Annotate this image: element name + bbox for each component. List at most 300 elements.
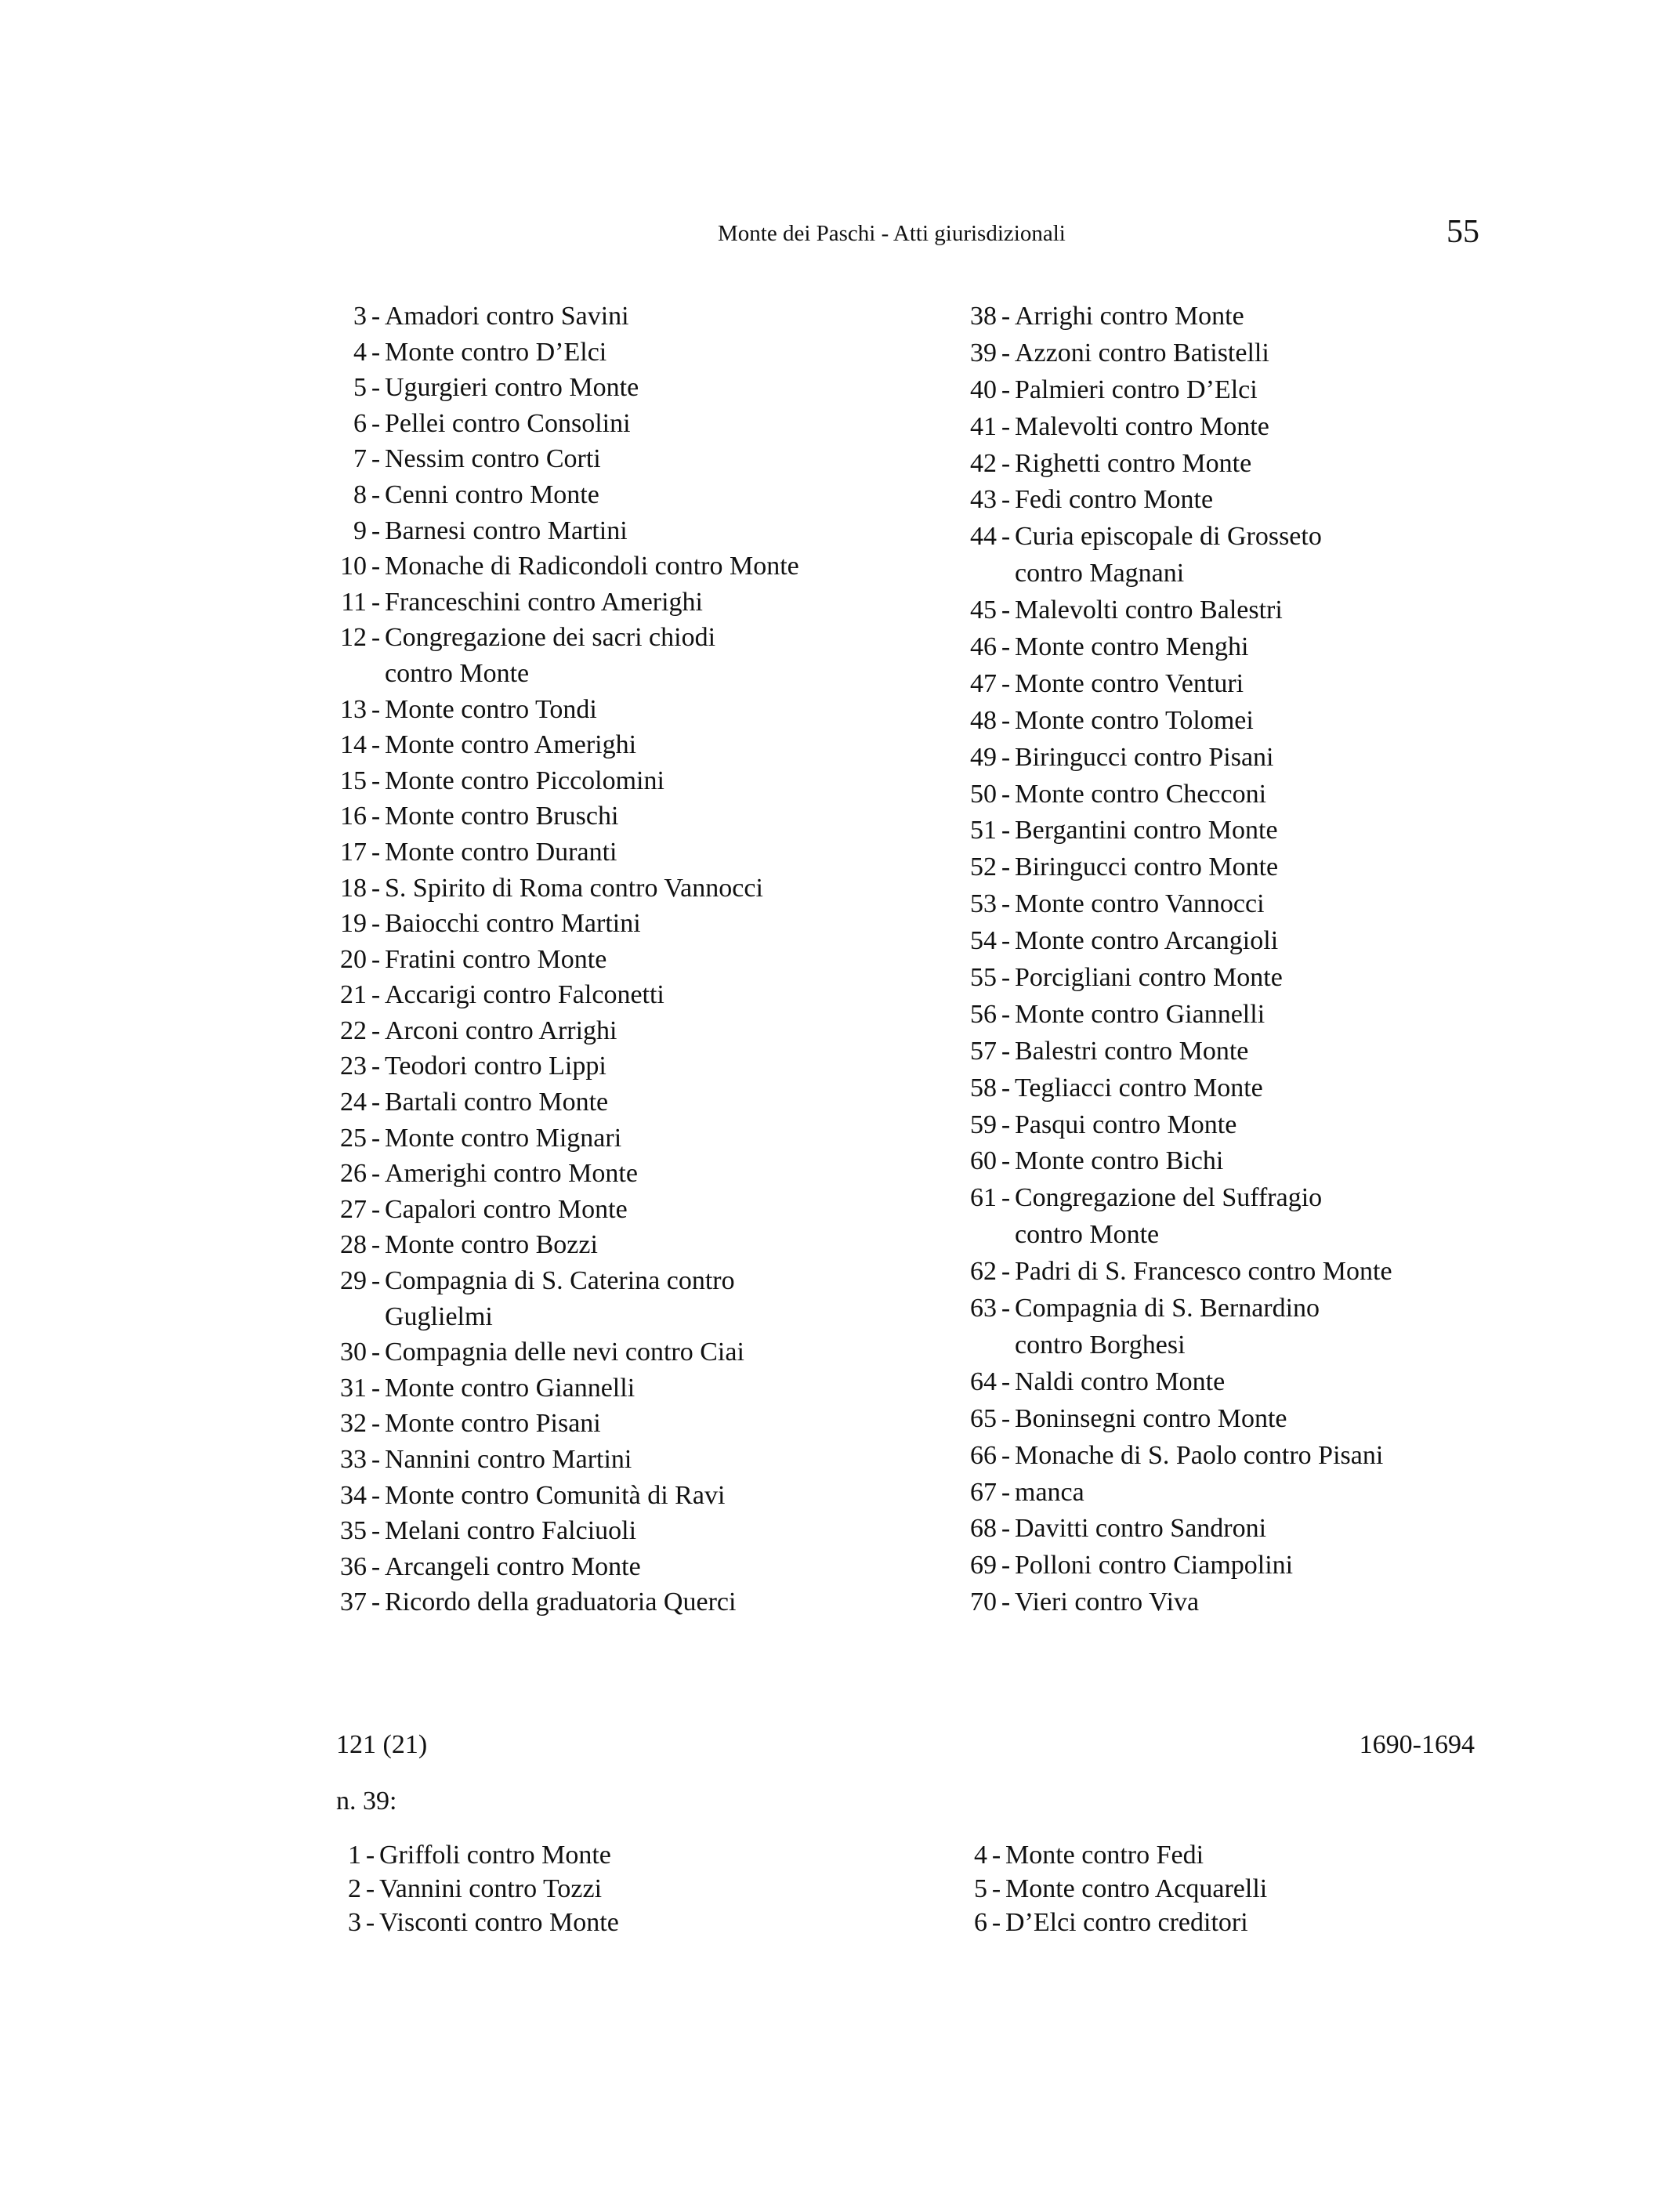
entry-text: Biringucci contro Monte xyxy=(1015,853,1279,882)
entry-text: Accarigi contro Falconetti xyxy=(385,980,664,1010)
entry-dash: - xyxy=(1001,1036,1011,1066)
entry-dash: - xyxy=(371,337,381,367)
list-entry xyxy=(312,548,799,585)
list-entry xyxy=(942,813,1392,849)
entry-number: 44 xyxy=(970,522,997,552)
list-entry xyxy=(942,446,1392,483)
section-list-right xyxy=(932,1838,1267,1939)
list-entry xyxy=(942,482,1392,519)
entry-dash: - xyxy=(365,1841,375,1870)
list-entry xyxy=(312,370,799,406)
list-entry xyxy=(312,871,799,907)
list-entry xyxy=(932,1838,1267,1872)
entry-dash: - xyxy=(1001,999,1011,1029)
entry-dash: - xyxy=(1001,485,1011,515)
list-entry xyxy=(942,1070,1392,1107)
entry-text: Monache di Radicondoli contro Monte xyxy=(385,552,799,581)
entry-text: Vannini contro Tozzi xyxy=(379,1874,603,1903)
entry-dash: - xyxy=(1001,1440,1011,1470)
entry-text: Teodori contro Lippi xyxy=(385,1052,606,1081)
entry-number: 39 xyxy=(970,338,997,367)
entry-number: 38 xyxy=(970,302,997,331)
entry-dash: - xyxy=(371,552,381,581)
list-entry xyxy=(932,1872,1267,1906)
entry-number: 17 xyxy=(340,837,367,867)
list-entry xyxy=(942,1143,1392,1180)
entry-text: Monte contro Giannelli xyxy=(1015,999,1265,1029)
list-entry xyxy=(312,1334,799,1370)
entry-number: 37 xyxy=(340,1588,367,1617)
entry-text: Monache di S. Paolo contro Pisani xyxy=(1015,1440,1384,1470)
entry-dash: - xyxy=(1001,926,1011,956)
section-label: n. 39: xyxy=(336,1787,397,1816)
entry-text: Barnesi contro Martini xyxy=(385,516,628,545)
entry-text: Vieri contro Viva xyxy=(1015,1588,1200,1617)
entry-number: 6 xyxy=(353,408,367,438)
entry-dash: - xyxy=(1001,779,1011,809)
entry-dash: - xyxy=(1001,1403,1011,1433)
entry-text: Monte contro Acquarelli xyxy=(1005,1874,1268,1903)
list-entry xyxy=(942,335,1392,372)
list-entry xyxy=(312,977,799,1013)
list-entry xyxy=(942,519,1392,556)
list-entry xyxy=(312,942,799,978)
entry-dash: - xyxy=(365,1908,375,1937)
entry-text: Amadori contro Savini xyxy=(385,302,629,331)
list-entry xyxy=(942,1475,1392,1512)
entry-number: 27 xyxy=(340,1194,367,1224)
entry-text: Ricordo della graduatoria Querci xyxy=(385,1588,737,1617)
entry-number: 36 xyxy=(340,1551,367,1581)
entry-number: 22 xyxy=(340,1016,367,1045)
entry-dash: - xyxy=(371,1551,381,1581)
entry-number: 64 xyxy=(970,1367,997,1396)
entry-number: 53 xyxy=(970,889,997,919)
list-entry xyxy=(312,1048,799,1084)
list-entry xyxy=(942,1180,1392,1217)
entry-text: Bartali contro Monte xyxy=(385,1088,609,1117)
entry-dash: - xyxy=(1001,375,1011,404)
entry-dash: - xyxy=(371,1445,381,1474)
entry-number: 4 xyxy=(974,1841,987,1870)
entry-dash: - xyxy=(371,694,381,724)
entry-number: 9 xyxy=(353,516,367,545)
entry-dash: - xyxy=(1001,632,1011,662)
entry-text: Azzoni contro Batistelli xyxy=(1015,338,1269,367)
entry-dash: - xyxy=(365,1874,375,1903)
section-dates: 1690-1694 xyxy=(1359,1730,1475,1759)
entry-number: 67 xyxy=(970,1477,997,1507)
entry-text: Melani contro Falciuoli xyxy=(385,1516,637,1546)
list-entry xyxy=(312,299,799,335)
entry-number: 15 xyxy=(340,766,367,795)
entry-dash: - xyxy=(371,980,381,1010)
entry-number: 5 xyxy=(353,373,367,403)
entry-text: Compagnia di S. Bernardino xyxy=(1015,1294,1320,1323)
entry-dash: - xyxy=(1001,411,1011,441)
entry-number: 69 xyxy=(970,1551,997,1580)
entry-text: Biringucci contro Pisani xyxy=(1015,742,1274,772)
entry-text: Monte contro Menghi xyxy=(1015,632,1249,662)
entry-number: 70 xyxy=(970,1588,997,1617)
list-entry xyxy=(942,1254,1392,1291)
entry-dash: - xyxy=(371,1123,381,1153)
list-entry xyxy=(312,1227,799,1263)
entry-number: 59 xyxy=(970,1110,997,1139)
entry-text: Monte contro Amerighi xyxy=(385,730,637,760)
entry-text: Franceschini contro Amerighi xyxy=(385,587,704,617)
entry-number: 3 xyxy=(348,1908,361,1937)
entry-dash: - xyxy=(371,909,381,939)
entry-number: 8 xyxy=(353,480,367,509)
list-entry xyxy=(312,1121,799,1157)
entry-text: manca xyxy=(1015,1477,1084,1507)
entry-text: Palmieri contro D’Elci xyxy=(1015,375,1258,404)
entry-dash: - xyxy=(1001,596,1011,625)
entry-dash: - xyxy=(371,802,381,831)
entry-text: Nannini contro Martini xyxy=(385,1445,632,1474)
entry-number: 35 xyxy=(340,1516,367,1546)
list-entry xyxy=(942,777,1392,813)
list-entry xyxy=(942,1291,1392,1327)
page-number: 55 xyxy=(1446,214,1479,250)
entry-number: 30 xyxy=(340,1338,367,1367)
list-entry xyxy=(942,1438,1392,1475)
entry-text: Compagnia delle nevi contro Ciai xyxy=(385,1338,744,1367)
list-entry xyxy=(306,1872,619,1906)
entry-dash: - xyxy=(371,1338,381,1367)
entry-dash: - xyxy=(371,1409,381,1439)
entry-dash: - xyxy=(371,444,381,474)
entry-dash: - xyxy=(991,1874,1001,1903)
list-entry xyxy=(306,1906,619,1939)
list-entry xyxy=(942,740,1392,777)
entry-continuation: Guglielmi xyxy=(385,1302,493,1331)
list-entry xyxy=(312,763,799,799)
entry-text: Compagnia di S. Caterina contro xyxy=(385,1266,735,1296)
list-entry xyxy=(312,1084,799,1121)
entry-dash: - xyxy=(1001,1146,1011,1176)
entry-dash: - xyxy=(371,1194,381,1224)
entry-list-left xyxy=(312,299,799,1620)
list-entry xyxy=(312,1263,799,1299)
entry-text: Monte contro Bozzi xyxy=(385,1230,598,1260)
entry-dash: - xyxy=(1001,1477,1011,1507)
list-entry xyxy=(312,585,799,621)
entry-number: 51 xyxy=(970,816,997,845)
entry-number: 24 xyxy=(340,1088,367,1117)
entry-text: Monte contro Bruschi xyxy=(385,802,619,831)
list-entry xyxy=(312,1156,799,1192)
list-entry xyxy=(942,1548,1392,1584)
section-list-left xyxy=(306,1838,619,1939)
entry-number: 60 xyxy=(970,1146,997,1176)
list-entry xyxy=(942,1034,1392,1070)
entry-number: 5 xyxy=(974,1874,987,1903)
entry-dash: - xyxy=(991,1908,1001,1937)
entry-number: 19 xyxy=(340,909,367,939)
entry-dash: - xyxy=(1001,1257,1011,1287)
entry-text: Pellei contro Consolini xyxy=(385,408,631,438)
entry-dash: - xyxy=(371,1373,381,1403)
entry-text: Monte contro Comunità di Ravi xyxy=(385,1480,726,1510)
list-entry xyxy=(942,372,1392,409)
section-id: 121 (21) xyxy=(336,1730,428,1759)
entry-dash: - xyxy=(1001,705,1011,735)
entry-dash: - xyxy=(1001,1367,1011,1396)
entry-number: 62 xyxy=(970,1257,997,1287)
entry-number: 49 xyxy=(970,742,997,772)
list-entry xyxy=(942,886,1392,923)
entry-text: Monte contro Tolomei xyxy=(1015,705,1254,735)
entry-continuation: contro Monte xyxy=(385,658,530,688)
entry-number: 11 xyxy=(341,587,367,617)
entry-dash: - xyxy=(1001,1514,1011,1544)
list-entry xyxy=(312,1513,799,1549)
list-entry xyxy=(942,1511,1392,1548)
entry-number: 46 xyxy=(970,632,997,662)
entry-dash: - xyxy=(371,873,381,903)
entry-number: 32 xyxy=(340,1409,367,1439)
list-entry xyxy=(312,1584,799,1620)
entry-text: Monte contro Arcangioli xyxy=(1015,926,1279,956)
entry-dash: - xyxy=(371,1230,381,1260)
entry-number: 1 xyxy=(348,1841,361,1870)
entry-dash: - xyxy=(1001,963,1011,993)
entry-dash: - xyxy=(371,408,381,438)
entry-text: Porcigliani contro Monte xyxy=(1015,963,1283,993)
entry-number: 33 xyxy=(340,1445,367,1474)
entry-text: Visconti contro Monte xyxy=(379,1908,619,1937)
entry-number: 56 xyxy=(970,999,997,1029)
entry-text: Ugurgieri contro Monte xyxy=(385,373,639,403)
entry-dash: - xyxy=(371,516,381,545)
entry-number: 43 xyxy=(970,485,997,515)
entry-text: Padri di S. Francesco contro Monte xyxy=(1015,1257,1392,1287)
entry-number: 65 xyxy=(970,1403,997,1433)
list-entry xyxy=(942,592,1392,629)
entry-dash: - xyxy=(1001,1588,1011,1617)
entry-text: Malevolti contro Monte xyxy=(1015,411,1269,441)
entry-list-right xyxy=(942,299,1392,1621)
entry-number: 45 xyxy=(970,596,997,625)
entry-text: Baiocchi contro Martini xyxy=(385,909,641,939)
entry-text: Davitti contro Sandroni xyxy=(1015,1514,1267,1544)
list-entry xyxy=(942,1401,1392,1438)
list-entry xyxy=(312,1406,799,1442)
entry-text: Griffoli contro Monte xyxy=(379,1841,611,1870)
entry-text: S. Spirito di Roma contro Vannocci xyxy=(385,873,763,903)
entry-text: Monte contro Giannelli xyxy=(385,1373,635,1403)
entry-text: Righetti contro Monte xyxy=(1015,448,1252,478)
entry-continuation: contro Magnani xyxy=(1015,559,1185,588)
entry-dash: - xyxy=(371,1266,381,1296)
entry-dash: - xyxy=(1001,816,1011,845)
list-entry xyxy=(942,629,1392,666)
entry-text: Monte contro Mignari xyxy=(385,1123,622,1153)
list-entry xyxy=(312,513,799,549)
list-entry xyxy=(942,666,1392,703)
entry-number: 3 xyxy=(353,302,367,331)
list-entry xyxy=(932,1906,1267,1939)
list-entry xyxy=(312,798,799,835)
entry-text: Monte contro Vannocci xyxy=(1015,889,1265,919)
list-entry xyxy=(312,906,799,942)
entry-dash: - xyxy=(371,373,381,403)
entry-number: 58 xyxy=(970,1073,997,1102)
entry-continuation: contro Borghesi xyxy=(1015,1330,1186,1359)
entry-dash: - xyxy=(371,1052,381,1081)
entry-number: 2 xyxy=(348,1874,361,1903)
entry-number: 55 xyxy=(970,963,997,993)
entry-number: 4 xyxy=(353,337,367,367)
entry-text: Monte contro Piccolomini xyxy=(385,766,664,795)
entry-dash: - xyxy=(1001,853,1011,882)
entry-dash: - xyxy=(1001,1294,1011,1323)
entry-text: Congregazione del Suffragio xyxy=(1015,1183,1323,1213)
entry-number: 18 xyxy=(340,873,367,903)
entry-text: Arrighi contro Monte xyxy=(1015,302,1244,331)
entry-number: 63 xyxy=(970,1294,997,1323)
list-entry xyxy=(942,997,1392,1034)
list-entry xyxy=(312,406,799,442)
entry-text: Fedi contro Monte xyxy=(1015,485,1214,515)
list-entry xyxy=(312,335,799,371)
entry-text: Monte contro Tondi xyxy=(385,694,597,724)
entry-number: 40 xyxy=(970,375,997,404)
list-entry xyxy=(312,620,799,656)
entry-dash: - xyxy=(371,1088,381,1117)
entry-dash: - xyxy=(1001,742,1011,772)
entry-dash: - xyxy=(1001,522,1011,552)
list-entry xyxy=(312,692,799,728)
entry-number: 14 xyxy=(340,730,367,760)
entry-text: Balestri contro Monte xyxy=(1015,1036,1249,1066)
entry-number: 29 xyxy=(340,1266,367,1296)
entry-text: Monte contro Fedi xyxy=(1005,1841,1204,1870)
entry-dash: - xyxy=(1001,1110,1011,1139)
entry-text: Amerighi contro Monte xyxy=(385,1159,638,1189)
entry-number: 61 xyxy=(970,1183,997,1213)
entry-text: Monte contro Pisani xyxy=(385,1409,601,1439)
entry-text: Monte contro Checconi xyxy=(1015,779,1267,809)
entry-dash: - xyxy=(371,944,381,974)
list-entry xyxy=(312,1013,799,1049)
entry-dash: - xyxy=(371,1159,381,1189)
entry-dash: - xyxy=(1001,668,1011,698)
entry-dash: - xyxy=(1001,889,1011,919)
list-entry xyxy=(942,299,1392,335)
entry-dash: - xyxy=(371,837,381,867)
entry-text: Fratini contro Monte xyxy=(385,944,607,974)
entry-text: Tegliacci contro Monte xyxy=(1015,1073,1263,1102)
list-entry xyxy=(942,1107,1392,1144)
list-entry xyxy=(942,960,1392,997)
entry-dash: - xyxy=(371,587,381,617)
entry-number: 23 xyxy=(340,1052,367,1081)
entry-dash: - xyxy=(371,623,381,653)
list-entry xyxy=(942,923,1392,960)
list-entry xyxy=(312,1192,799,1228)
entry-dash: - xyxy=(371,766,381,795)
entry-number: 20 xyxy=(340,944,367,974)
entry-continuation: contro Monte xyxy=(1015,1220,1160,1250)
entry-dash: - xyxy=(371,1588,381,1617)
list-entry xyxy=(942,409,1392,446)
entry-number: 68 xyxy=(970,1514,997,1544)
list-entry xyxy=(312,1442,799,1478)
entry-dash: - xyxy=(371,1016,381,1045)
entry-number: 41 xyxy=(970,411,997,441)
entry-number: 31 xyxy=(340,1373,367,1403)
entry-text: Polloni contro Ciampolini xyxy=(1015,1551,1294,1580)
entry-text: Curia episcopale di Grosseto xyxy=(1015,522,1322,552)
entry-text: Capalori contro Monte xyxy=(385,1194,628,1224)
entry-dash: - xyxy=(1001,338,1011,367)
list-entry xyxy=(942,703,1392,740)
entry-number: 52 xyxy=(970,853,997,882)
entry-dash: - xyxy=(371,480,381,509)
entry-text: Bergantini contro Monte xyxy=(1015,816,1278,845)
list-entry xyxy=(312,835,799,871)
entry-dash: - xyxy=(371,730,381,760)
entry-text: D’Elci contro creditori xyxy=(1005,1908,1248,1937)
entry-dash: - xyxy=(1001,1551,1011,1580)
entry-text: Monte contro Venturi xyxy=(1015,668,1244,698)
entry-number: 7 xyxy=(353,444,367,474)
entry-number: 16 xyxy=(340,802,367,831)
entry-text: Naldi contro Monte xyxy=(1015,1367,1226,1396)
list-entry xyxy=(312,727,799,763)
entry-text: Monte contro D’Elci xyxy=(385,337,607,367)
entry-number: 48 xyxy=(970,705,997,735)
header-title: Monte dei Paschi - Atti giurisdizionali xyxy=(718,221,1066,246)
entry-dash: - xyxy=(1001,1183,1011,1213)
entry-number: 13 xyxy=(340,694,367,724)
entry-number: 34 xyxy=(340,1480,367,1510)
entry-text: Malevolti contro Balestri xyxy=(1015,596,1283,625)
entry-text: Arcangeli contro Monte xyxy=(385,1551,641,1581)
list-entry xyxy=(312,477,799,513)
list-entry xyxy=(942,849,1392,886)
entry-text: Nessim contro Corti xyxy=(385,444,601,474)
list-entry xyxy=(312,1549,799,1585)
entry-dash: - xyxy=(1001,448,1011,478)
entry-number: 47 xyxy=(970,668,997,698)
entry-number: 66 xyxy=(970,1440,997,1470)
entry-number: 10 xyxy=(340,552,367,581)
list-entry xyxy=(312,1478,799,1514)
entry-dash: - xyxy=(371,302,381,331)
entry-number: 12 xyxy=(340,623,367,653)
list-entry xyxy=(942,1584,1392,1621)
entry-number: 28 xyxy=(340,1230,367,1260)
entry-dash: - xyxy=(371,1480,381,1510)
entry-number: 25 xyxy=(340,1123,367,1153)
list-entry xyxy=(312,1370,799,1407)
entry-dash: - xyxy=(1001,302,1011,331)
entry-text: Cenni contro Monte xyxy=(385,480,599,509)
entry-number: 42 xyxy=(970,448,997,478)
entry-number: 26 xyxy=(340,1159,367,1189)
entry-text: Pasqui contro Monte xyxy=(1015,1110,1237,1139)
entry-text: Arconi contro Arrighi xyxy=(385,1016,617,1045)
entry-dash: - xyxy=(1001,1073,1011,1102)
entry-dash: - xyxy=(371,1516,381,1546)
list-entry xyxy=(306,1838,619,1872)
entry-number: 21 xyxy=(340,980,367,1010)
entry-number: 54 xyxy=(970,926,997,956)
